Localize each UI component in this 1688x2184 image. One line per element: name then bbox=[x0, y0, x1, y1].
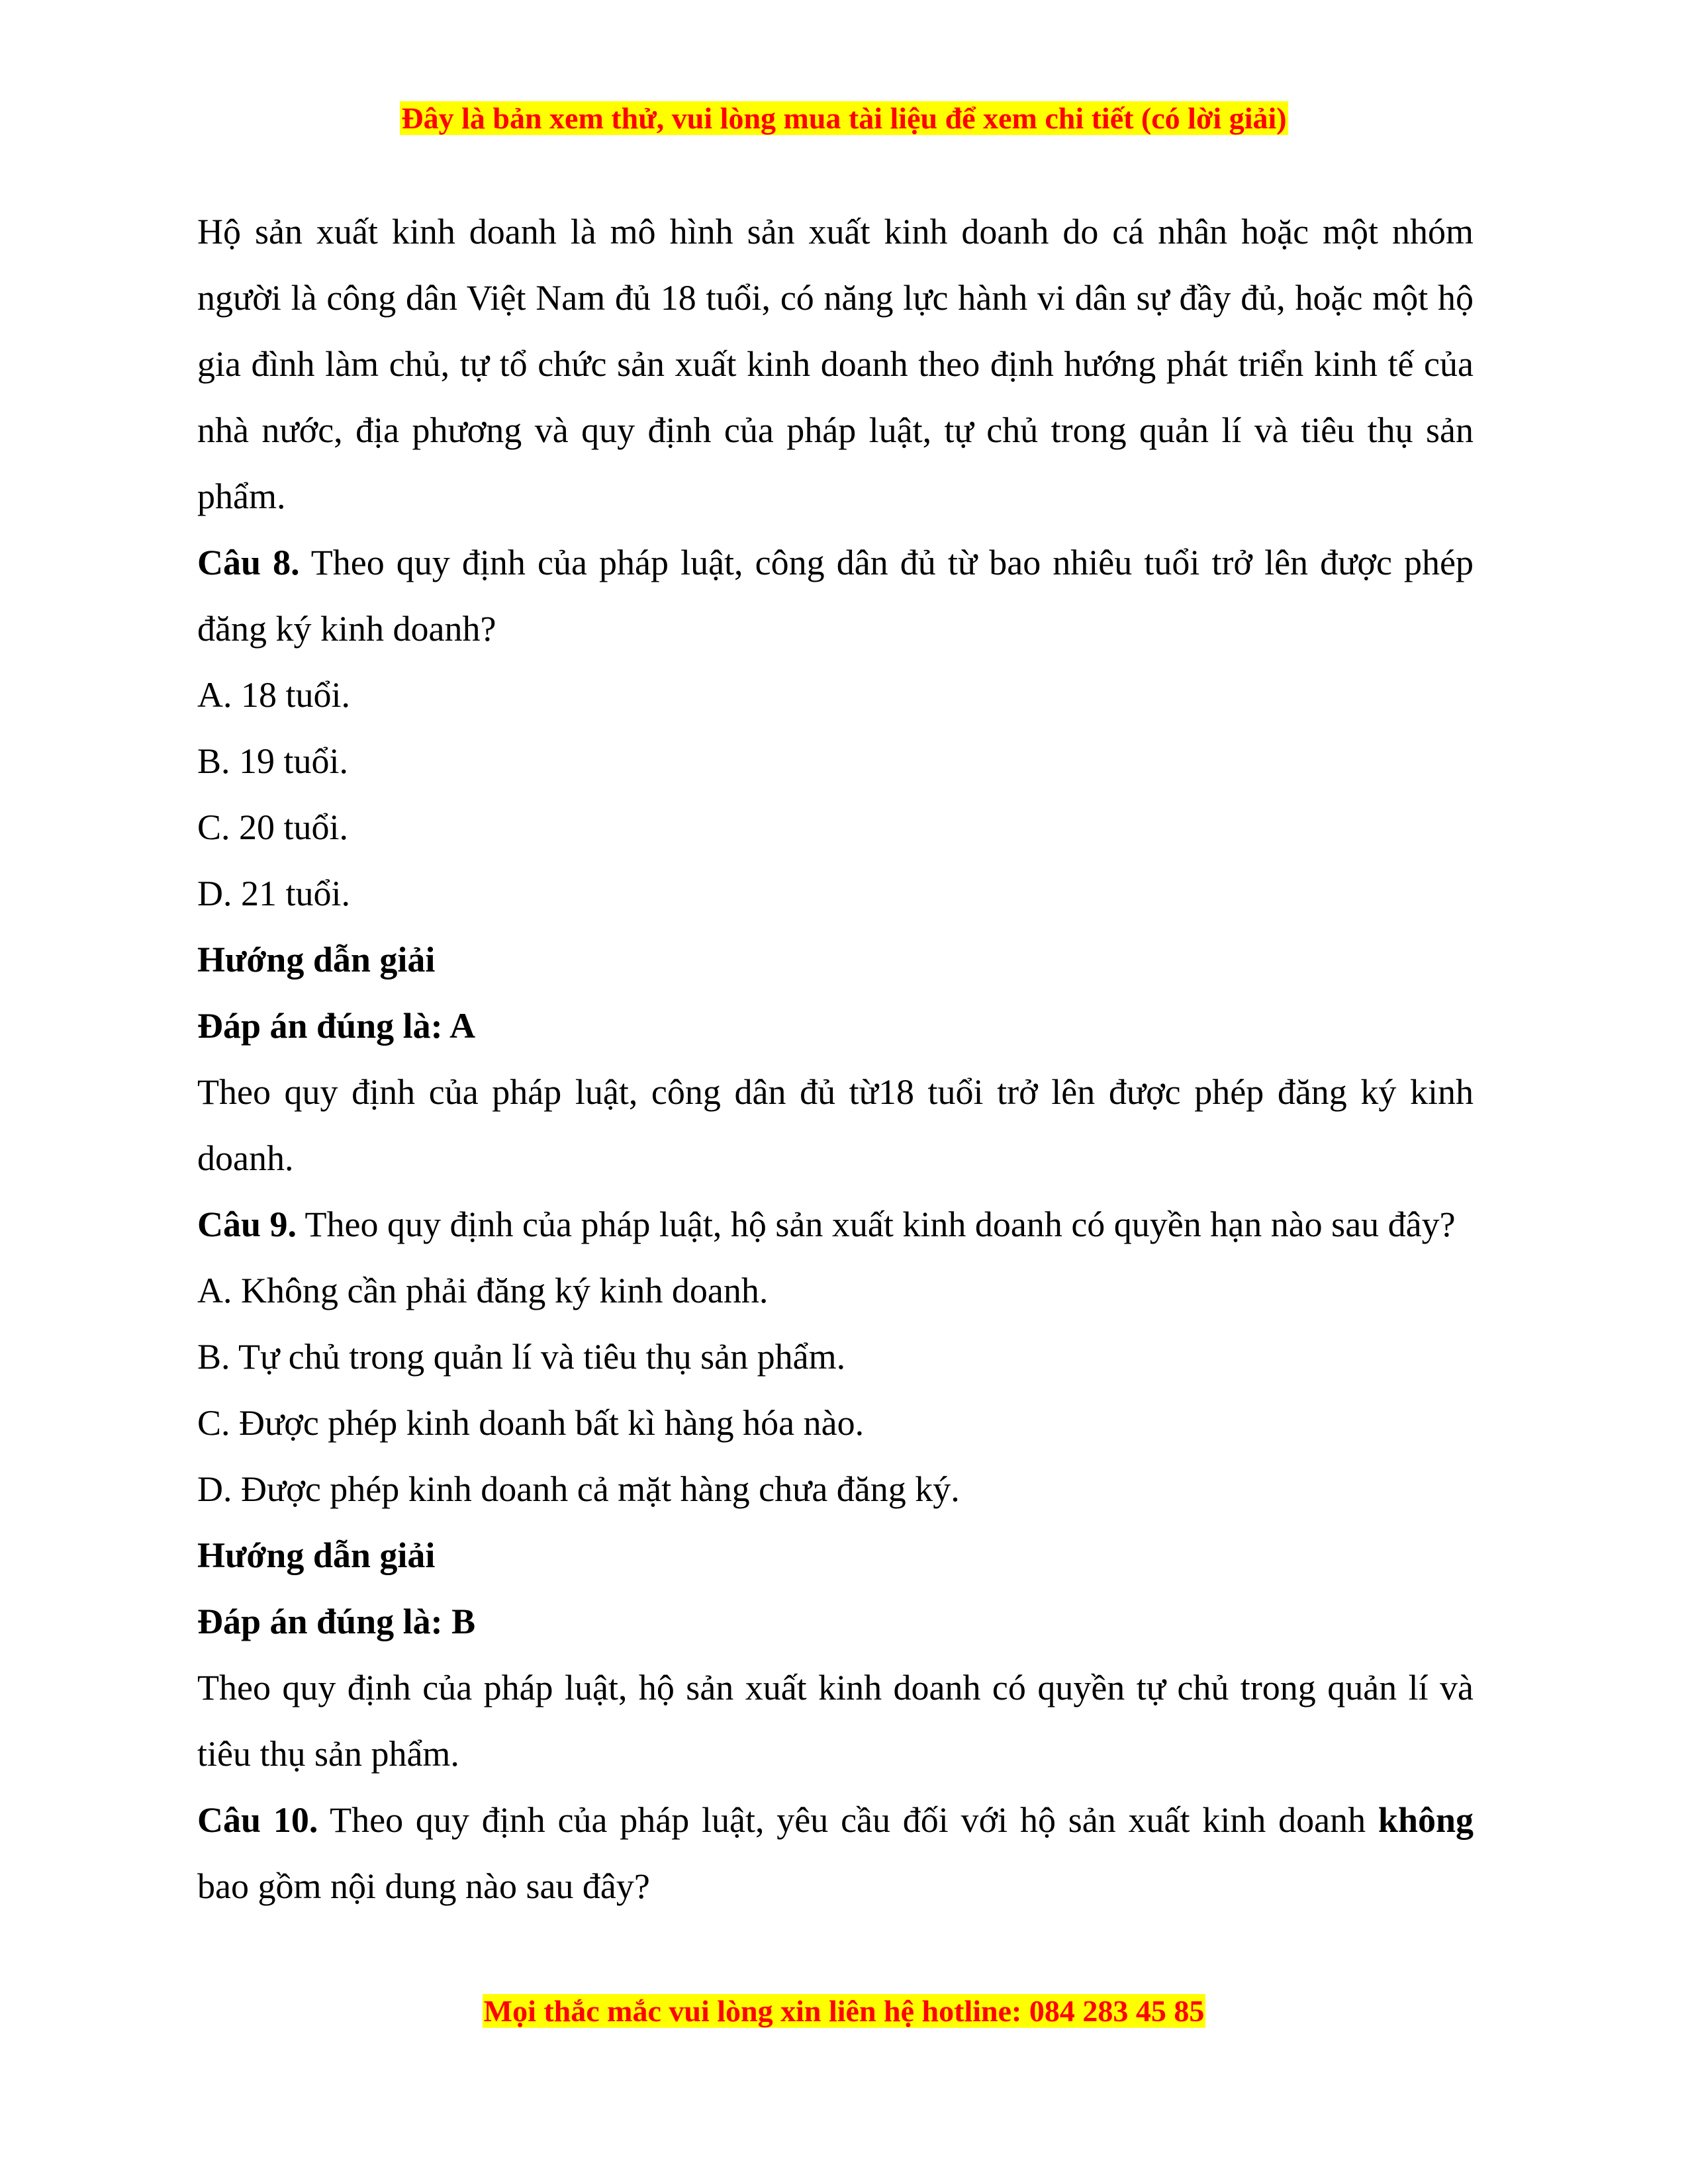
question-9-option-b: B. Tự chủ trong quản lí và tiêu thụ sản phẩm. bbox=[197, 1337, 846, 1377]
question-8-answer: Đáp án đúng là: A bbox=[197, 1006, 476, 1046]
question-8-option-c: C. 20 tuổi. bbox=[197, 807, 349, 847]
question-9-option-a: A. Không cần phải đăng ký kinh doanh. bbox=[197, 1271, 769, 1310]
question-8-option-d: D. 21 tuổi. bbox=[197, 874, 351, 913]
question-8 bbox=[197, 529, 1474, 662]
question-10-label: Câu 10. bbox=[197, 1800, 318, 1840]
question-9-option-d: D. Được phép kinh doanh cả mặt hàng chưa đăng ký. bbox=[197, 1469, 960, 1509]
intro-paragraph: Hộ sản xuất kinh doanh là mô hình sản xuất kinh doanh do cá nhân hoặc một nhóm người là công dân Việt Nam đủ 18 tuổi, có năng lực hành vi dân sự đầy đủ, hoặc một hộ gia đình làm chủ, tự tổ chức sản xuất kinh doanh theo định hướng phát triển kinh tế của nhà nước, địa phương và quy định của pháp luật, tự chủ trong quản lí và tiêu thụ sản phẩm. bbox=[197, 212, 1474, 516]
question-10-text: Theo quy định của pháp luật, yêu cầu đối với hộ sản xuất kinh doanh bbox=[318, 1800, 1378, 1840]
question-10 bbox=[197, 1787, 1474, 1919]
question-8-option-a: A. 18 tuổi. bbox=[197, 675, 351, 715]
document-body bbox=[197, 199, 1474, 1919]
question-9-label: Câu 9. bbox=[197, 1205, 297, 1244]
question-9-explanation: Theo quy định của pháp luật, hộ sản xuất kinh doanh có quyền tự chủ trong quản lí và tiêu thụ sản phẩm. bbox=[197, 1668, 1474, 1774]
question-8-text: Theo quy định của pháp luật, công dân đủ từ bao nhiêu tuổi trở lên được phép đăng ký kinh doanh? bbox=[197, 543, 1474, 649]
hotline-text: Mọi thắc mắc vui lòng xin liên hệ hotline: 084 283 45 85 bbox=[483, 1994, 1205, 2028]
question-9-option-c: C. Được phép kinh doanh bất kì hàng hóa nào. bbox=[197, 1403, 865, 1443]
question-8-label: Câu 8. bbox=[197, 543, 300, 582]
preview-notice-text: Đây là bản xem thử, vui lòng mua tài liệu để xem chi tiết (có lời giải) bbox=[401, 101, 1287, 135]
question-8-explanation: Theo quy định của pháp luật, công dân đủ từ18 tuổi trở lên được phép đăng ký kinh doanh. bbox=[197, 1072, 1474, 1178]
question-9-answer: Đáp án đúng là: B bbox=[197, 1602, 476, 1641]
hotline-banner bbox=[0, 1992, 1688, 2030]
preview-notice-banner bbox=[0, 99, 1688, 138]
question-10-emphasis: không bbox=[1378, 1800, 1474, 1840]
question-9-guide-heading: Hướng dẫn giải bbox=[197, 1535, 436, 1575]
question-8-guide-heading: Hướng dẫn giải bbox=[197, 940, 436, 979]
question-9-text: Theo quy định của pháp luật, hộ sản xuất kinh doanh có quyền hạn nào sau đây? bbox=[297, 1205, 1456, 1244]
question-10-text-after: bao gồm nội dung nào sau đây? bbox=[197, 1866, 650, 1906]
question-9 bbox=[197, 1191, 1474, 1257]
question-8-option-b: B. 19 tuổi. bbox=[197, 741, 349, 781]
